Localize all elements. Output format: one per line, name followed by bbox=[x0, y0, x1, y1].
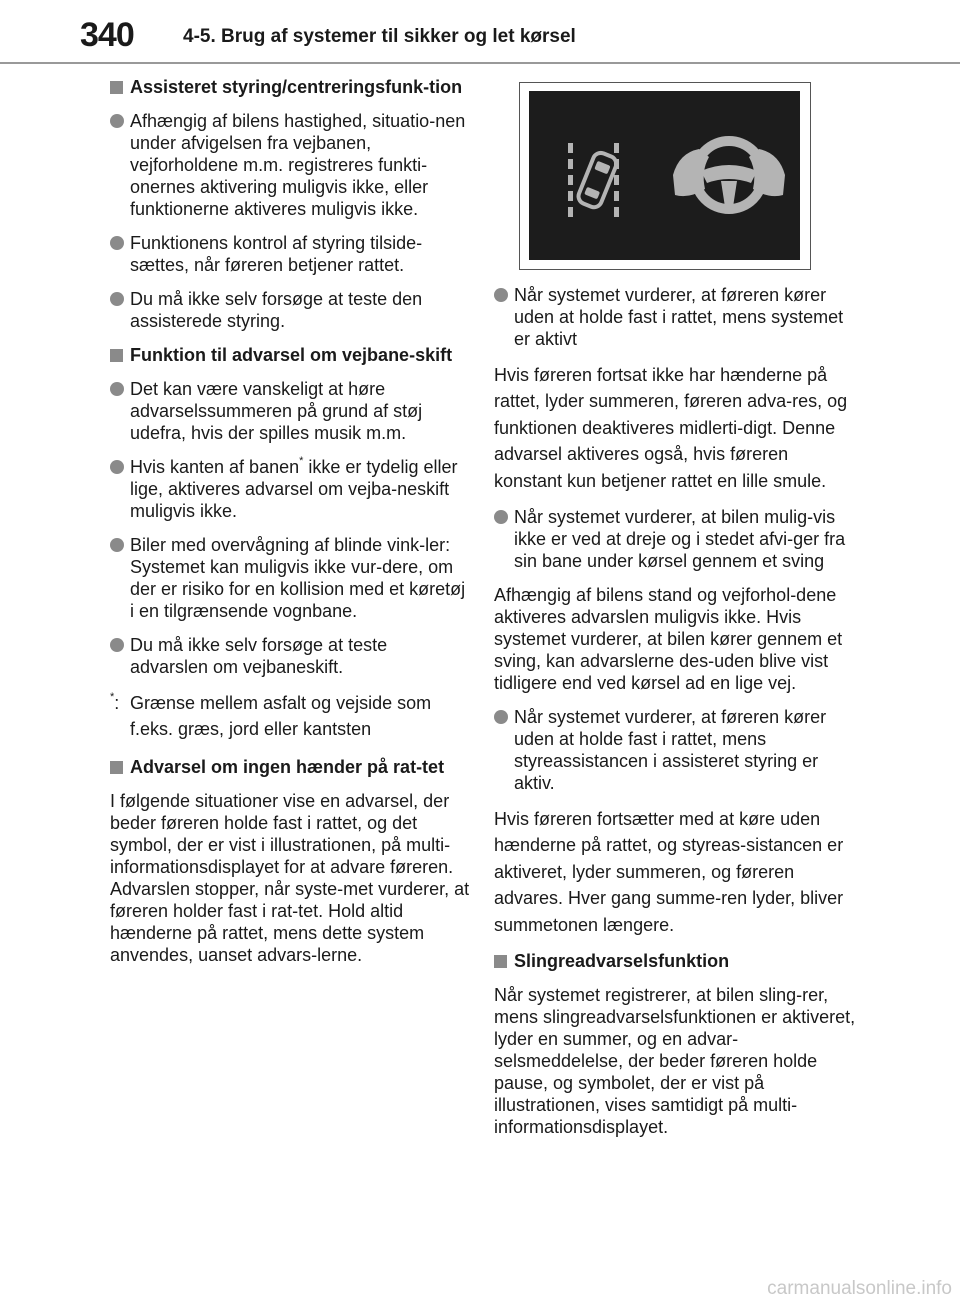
lane-departure-icon bbox=[568, 143, 619, 217]
square-bullet-icon bbox=[494, 955, 507, 968]
round-bullet-icon bbox=[110, 292, 124, 306]
page-number: 340 bbox=[80, 16, 134, 54]
right-column bbox=[494, 76, 856, 1150]
watermark: carmanualsonline.info bbox=[767, 1278, 952, 1299]
bullet-item: Når systemet vurderer, at bilen mulig-vis ikke er ved at dreje og i stedet afvi-ger fra sin bane under kørsel gennem et sving bbox=[494, 506, 856, 572]
header-divider bbox=[0, 62, 960, 64]
round-bullet-icon bbox=[110, 236, 124, 250]
section-title: 4-5. Brug af systemer til sikker og let kørsel bbox=[183, 26, 576, 47]
heading-sway-warning: Slingreadvarselsfunktion bbox=[494, 950, 856, 972]
bullet-item: Du må ikke selv forsøge at teste den assisterede styring. bbox=[110, 288, 470, 332]
paragraph: Når systemet registrerer, at bilen sling-rer, mens slingreadvarselsfunktionen er aktiveret, lyder en summer, og en advar-selsmeddelelse, der beder føreren holde pause, og symbolet, der er vist på illustrationen, vises samtidigt på multi-informationsdisplayet. bbox=[494, 985, 856, 1138]
heading-hands-off-warning: Advarsel om ingen hænder på rat-tet bbox=[110, 756, 470, 778]
round-bullet-icon bbox=[110, 382, 124, 396]
footnote-reference: * bbox=[299, 455, 304, 467]
round-bullet-icon bbox=[110, 538, 124, 552]
bullet-item: Hvis kanten af banen* ikke er tydelig eller lige, aktiveres advarsel om vejba-neskift muligvis ikke. bbox=[110, 456, 470, 522]
display-illustration bbox=[519, 82, 811, 270]
paragraph: Afhængig af bilens stand og vejforhol-dene aktiveres advarslen muligvis ikke. Hvis systemet vurderer, at bilen kører gennem et sving, kan advarslerne des-uden blive vist tidligere end ved kørsel ad en lige vej. bbox=[494, 585, 843, 694]
round-bullet-icon bbox=[494, 710, 508, 724]
bullet-item: Biler med overvågning af blinde vink-ler: Systemet kan muligvis ikke vur-dere, om der er risiko for en kollision med et køretøj i en tilgrænsende vognbane. bbox=[110, 534, 470, 622]
paragraph: I følgende situationer vise en advarsel, der beder føreren holde fast i rattet, og det symbol, der er vist i illustrationen, på multi-informationsdisplayet for at advare føreren. Advarslen stopper, når syste-met vurderer, at føreren holder fast i rat-tet. Hold altid hænderne på rattet, mens dette system anvendes, uanset advars-lerne. bbox=[110, 791, 470, 965]
left-column bbox=[110, 76, 470, 978]
heading-steering-assist: Assisteret styring/centreringsfunk-tion bbox=[110, 76, 470, 98]
page-header bbox=[0, 0, 960, 66]
heading-lane-departure: Funktion til advarsel om vejbane-skift bbox=[110, 344, 470, 366]
square-bullet-icon bbox=[110, 349, 123, 362]
paragraph: Hvis føreren fortsat ikke har hænderne på rattet, lyder summeren, føreren adva-res, og funktionen deaktiveres midlerti-digt. Denne advarsel aktiveres også, hvis føreren konstant kun betjener rattet en lille smule. bbox=[494, 365, 848, 491]
bullet-item: Du må ikke selv forsøge at teste advarslen om vejbaneskift. bbox=[110, 634, 470, 678]
round-bullet-icon bbox=[110, 460, 124, 474]
bullet-item: Når systemet vurderer, at føreren kører uden at holde fast i rattet, mens styreassistancen i assisteret styring er aktiv. bbox=[494, 706, 856, 794]
round-bullet-icon bbox=[110, 114, 124, 128]
bullet-item: Funktionens kontrol af styring tilside-sættes, når føreren betjener rattet. bbox=[110, 232, 470, 276]
round-bullet-icon bbox=[494, 510, 508, 524]
bullet-item: Afhængig af bilens hastighed, situatio-nen under afvigelsen fra vejbanen, vejforholdene m.m. registreres funkti-onernes aktivering muligvis ikke, eller funktionerne aktiveres muligvis ikke. bbox=[110, 110, 470, 220]
square-bullet-icon bbox=[110, 81, 123, 94]
round-bullet-icon bbox=[110, 638, 124, 652]
display-icons bbox=[529, 91, 800, 260]
square-bullet-icon bbox=[110, 761, 123, 774]
round-bullet-icon bbox=[494, 288, 508, 302]
bullet-item: Når systemet vurderer, at føreren kører uden at holde fast i rattet, mens systemet er aktivt bbox=[494, 284, 856, 350]
steering-wheel-hands-icon bbox=[673, 141, 785, 209]
footnote: *: Grænse mellem asfalt og vejside som f.eks. græs, jord eller kantsten bbox=[110, 691, 432, 739]
paragraph: Hvis føreren fortsætter med at køre uden hænderne på rattet, og styreas-sistancen er aktiveret, lyder summeren, og føreren advares. Hver gang summe-ren lyder, bliver summetonen længere. bbox=[494, 809, 844, 935]
bullet-item: Det kan være vanskeligt at høre advarselssummeren på grund af støj udefra, hvis der spilles musik m.m. bbox=[110, 378, 470, 444]
